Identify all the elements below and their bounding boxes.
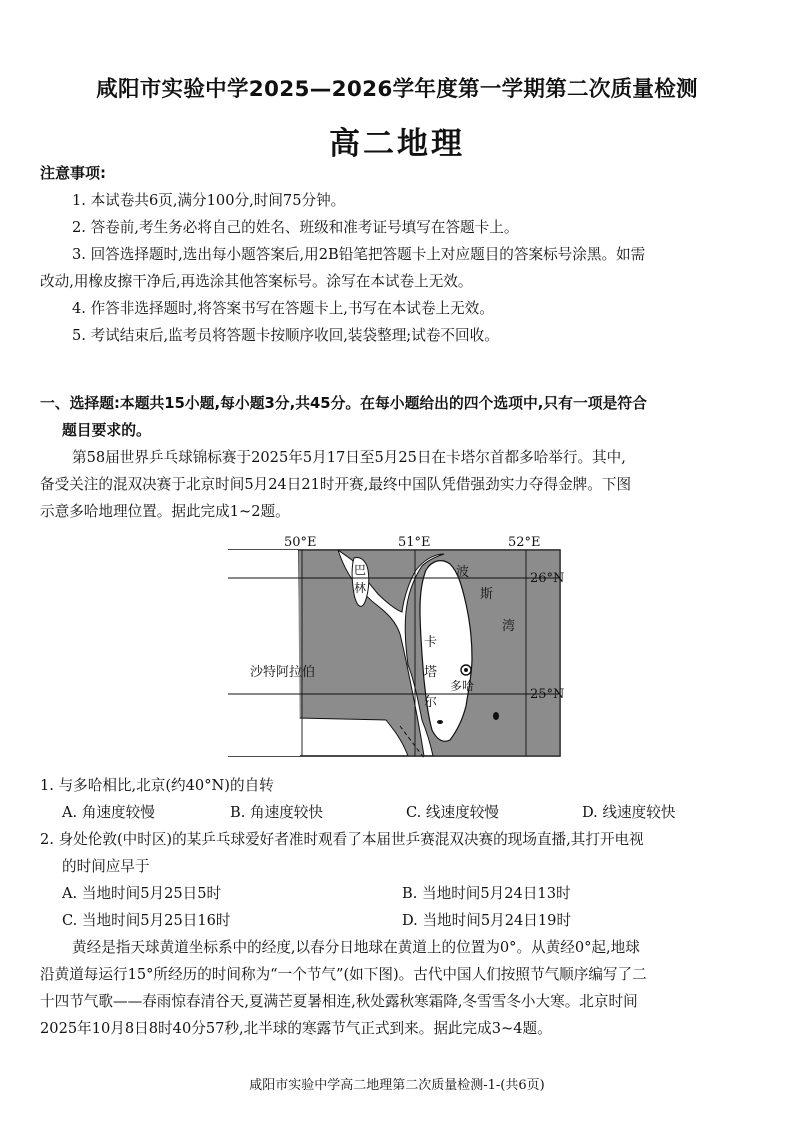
label-gulf-1: 波 xyxy=(456,565,470,580)
lon-label-51: 51°E xyxy=(398,535,431,550)
passage2-line-2: 沿黄道每运行15°所经历的时间称为“一个节气”(如下图)。古代中国人们按照节气顺序编写了二 xyxy=(40,966,647,983)
q1-options xyxy=(40,799,764,826)
section-1 xyxy=(40,390,764,525)
label-qatar-2: 塔 xyxy=(424,665,438,680)
q1-stem: 1. 与多哈相比,北京(约40°N)的自转 xyxy=(40,777,274,794)
section-1-heading-line2: 题目要求的。 xyxy=(62,422,151,439)
notice-item-4: 4. 作答非选择题时,将答案书写在答题卡上,书写在本试卷上无效。 xyxy=(72,300,494,317)
label-qatar-3: 尔 xyxy=(424,695,438,710)
label-saudi: 沙特阿拉伯 xyxy=(250,665,316,680)
small-island-1 xyxy=(493,712,499,720)
q2-stem-line1: 2. 身处伦敦(中时区)的某乒乓球爱好者准时观看了本届世乒赛混双决赛的现场直播,其打开电视 xyxy=(40,831,644,848)
notice-item-1: 1. 本试卷共6页,满分100分,时间75分钟。 xyxy=(72,192,346,209)
saudi-land-white xyxy=(228,550,300,756)
notice-heading: 注意事项: xyxy=(40,164,106,182)
lon-label-50: 50°E xyxy=(284,535,317,550)
map-svg xyxy=(228,530,568,770)
q1-option-d: D. 线速度较快 xyxy=(582,804,676,821)
notice-item-5: 5. 考试结束后,监考员将答题卡按顺序收回,装袋整理;试卷不回收。 xyxy=(72,327,499,344)
intro-line-2: 备受关注的混双决赛于北京时间5月24日21时开赛,最终中国队凭借强劲实力夺得金牌。下图 xyxy=(40,476,632,493)
label-gulf-2: 斯 xyxy=(480,587,494,602)
label-qatar-1: 卡 xyxy=(424,635,438,650)
intro-line-1: 第58届世界乒乓球锦标赛于2025年5月17日至5月25日在卡塔尔首都多哈举行。其中, xyxy=(72,449,626,466)
subject-title: 高二地理 xyxy=(329,126,465,162)
doha-location-map xyxy=(228,530,568,770)
notice-item-2: 2. 答卷前,考生务必将自己的姓名、班级和准考证号填写在答题卡上。 xyxy=(72,219,519,236)
q2-options-row2 xyxy=(40,907,764,934)
exam-title: 咸阳市实验中学2025—2026学年度第一学期第二次质量检测 xyxy=(96,77,698,102)
small-island-2 xyxy=(437,720,443,724)
page-footer: 咸阳市实验中学高二地理第二次质量检测-1-(共6页) xyxy=(249,1078,545,1093)
label-gulf-3: 湾 xyxy=(502,619,516,634)
label-doha: 多哈 xyxy=(450,679,475,693)
q2-option-b: B. 当地时间5月24日13时 xyxy=(402,885,571,902)
q2-option-a: A. 当地时间5月25日5时 xyxy=(62,885,222,902)
q2-option-c: C. 当地时间5月25日16时 xyxy=(62,912,231,929)
label-bahrain-1: 巴 xyxy=(354,563,367,577)
q2-option-d: D. 当地时间5月24日19时 xyxy=(402,912,572,929)
q2-stem-line2: 的时间应早于 xyxy=(62,858,150,875)
notice-item-3-cont: 改动,用橡皮擦干净后,再选涂其他答案标号。涂写在本试卷上无效。 xyxy=(40,273,473,290)
lon-label-52: 52°E xyxy=(508,535,541,550)
q2-options-row1 xyxy=(40,880,764,907)
label-bahrain-2: 林 xyxy=(354,581,367,595)
q1-option-b: B. 角速度较快 xyxy=(230,804,323,821)
section-1-heading-line1: 一、选择题:本题共15小题,每小题3分,共45分。在每小题给出的四个选项中,只有一项是符合 xyxy=(40,395,647,412)
passage2-line-4: 2025年10月8日8时40分57秒,北半球的寒露节气正式到来。据此完成3~4题。 xyxy=(40,1020,552,1037)
section-1-heading xyxy=(40,390,764,444)
q1-option-c: C. 线速度较慢 xyxy=(406,804,499,821)
passage2-line-3: 十四节气歌——春雨惊春清谷天,夏满芒夏暑相连,秋处露秋寒霜降,冬雪雪冬小大寒。北京时间 xyxy=(40,993,638,1010)
passage2-line-1: 黄经是指天球黄道坐标系中的经度,以春分日地球在黄道上的位置为0°。从黄经0°起,地球 xyxy=(72,939,640,956)
questions-block xyxy=(40,772,764,1042)
lat-label-25: 25°N xyxy=(530,687,565,702)
notice-block xyxy=(40,160,764,349)
q1-option-a: A. 角速度较慢 xyxy=(62,804,155,821)
notice-item-3: 3. 回答选择题时,选出每小题答案后,用2B铅笔把答题卡上对应题目的答案标号涂黑。如需 xyxy=(72,246,646,263)
intro-line-3: 示意多哈地理位置。据此完成1~2题。 xyxy=(40,503,290,520)
lat-label-26: 26°N xyxy=(530,571,565,586)
doha-symbol-inner xyxy=(464,668,468,672)
